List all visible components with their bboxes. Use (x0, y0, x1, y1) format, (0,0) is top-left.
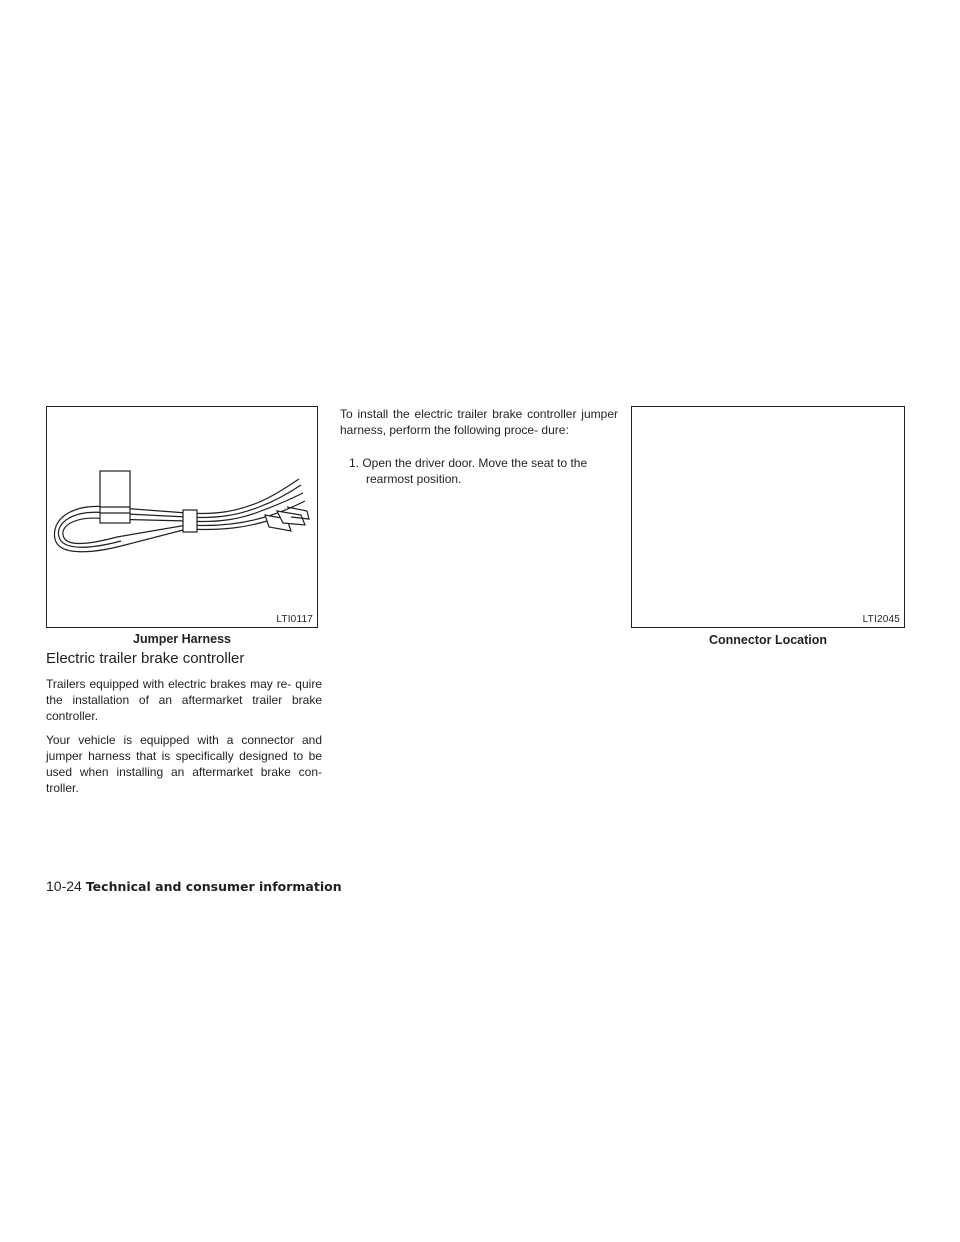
procedure-step: 1. Open the driver door. Move the seat to the rearmost position. (349, 456, 588, 486)
paragraph: Trailers equipped with electric brakes may re- quire the installation of an aftermarket trailer brake controller. (46, 677, 322, 723)
jumper-harness-illustration (47, 407, 317, 612)
page-number: 10-24 (46, 878, 82, 894)
section-heading: Electric trailer brake controller (46, 650, 245, 667)
figure-caption: Jumper Harness (133, 632, 231, 646)
footer-section-title: Technical and consumer information (85, 879, 342, 894)
paragraph: To install the electric trailer brake controller jumper harness, perform the following proce- dure: (340, 407, 618, 437)
figure-connector-location (631, 406, 905, 628)
figure-jumper-harness (46, 406, 318, 628)
figure-code: LTI0117 (276, 614, 313, 625)
page-footer (46, 878, 342, 894)
figure-code: LTI2045 (862, 614, 900, 625)
figure-caption: Connector Location (708, 633, 828, 647)
paragraph: Your vehicle is equipped with a connector and jumper harness that is specifically designed to be used when installing an aftermarket brake con- troller. (46, 733, 322, 795)
